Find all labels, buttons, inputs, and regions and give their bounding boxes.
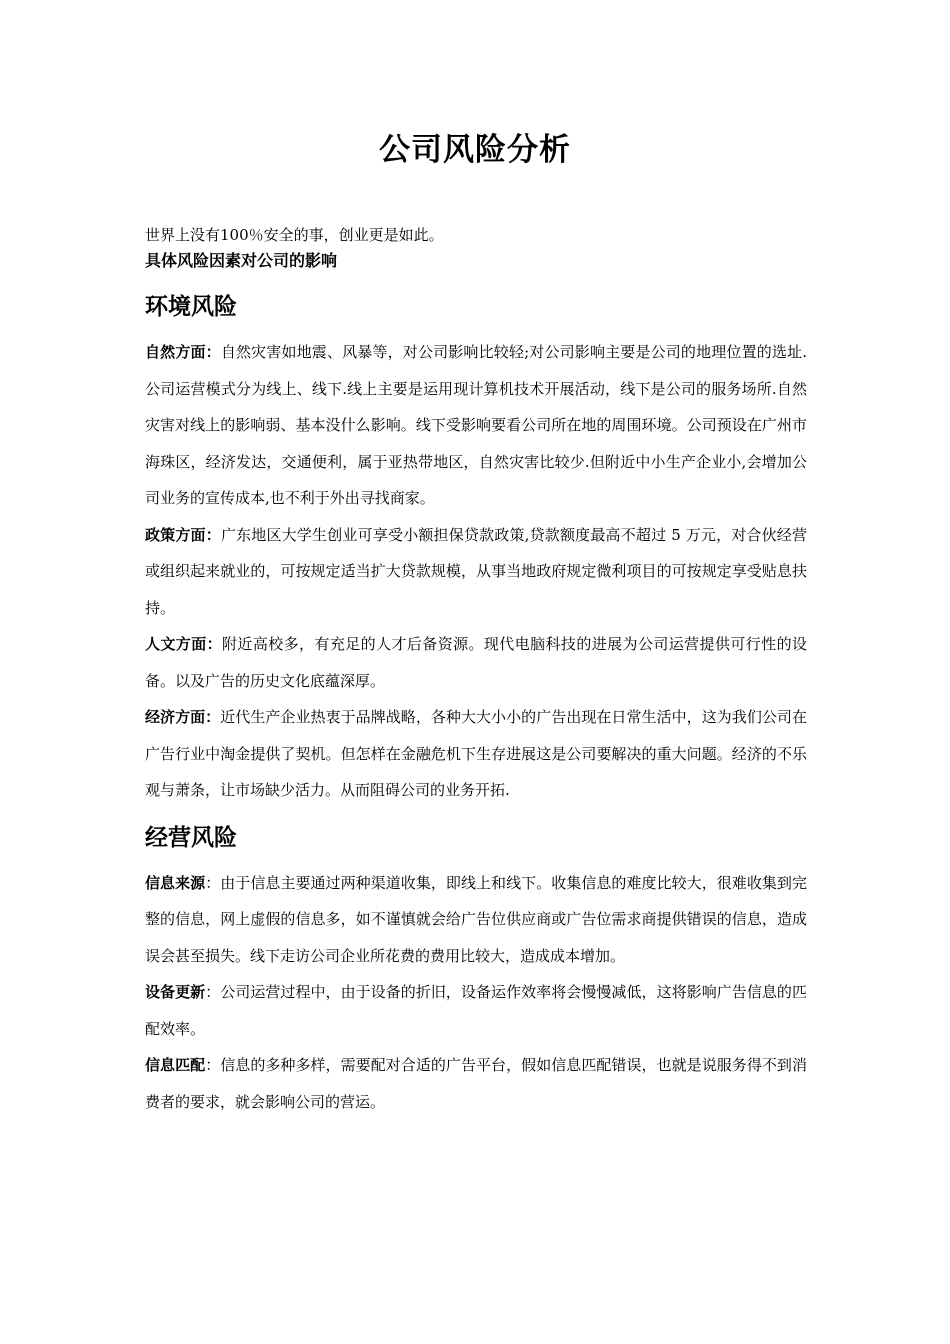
paragraph-info-matching (145, 1047, 807, 1120)
paragraph-text: 近代生产企业热衷于品牌战略，各种大大小小的广告出现在日常生活中，这为我们公司在广告行业中淘金提供了契机。但怎样在金融危机下生存进展这是公司要解决的重大问题。经济的不乐观与萧条，让市场缺少活力。从而阻碍公司的业务开拓. (145, 708, 807, 799)
paragraph-label: 信息匹配 (145, 1056, 206, 1074)
intro-text: 世界上没有100％安全的事，创业更是如此。 (145, 226, 444, 244)
paragraph-label: 信息来源 (145, 873, 206, 892)
paragraph-label: 人文方面： (145, 635, 223, 653)
paragraph-label: 政策方面： (145, 525, 221, 544)
paragraph-text: 附近高校多，有充足的人才后备资源。现代电脑科技的进展为公司运营提供可行性的设备。以及广告的历史文化底蕴深厚。 (145, 635, 807, 690)
paragraph-text: 广东地区大学生创业可享受小额担保贷款政策,贷款额度最高不超过 5 万元，对合伙经营或组织起来就业的，可按规定适当扩大贷款规模，从事当地政府规定微利项目的可按规定享受贴息扶持。 (145, 525, 807, 617)
section-heading-environment: 环境风险 (145, 294, 237, 320)
paragraph-label: 经济方面： (145, 708, 221, 726)
paragraph-text: 自然灾害如地震、风暴等，对公司影响比较轻;对公司影响主要是公司的地理位置的选址.公司运营模式分为线上、线下.线上主要是运用现计算机技术开展活动，线下是公司的服务场所.自然灾害对线上的影响弱、基本没什么影响。线下受影响要看公司所在地的周围环境。公司预设在广州市海珠区，经济发达，交通便利，属于亚热带地区，自然灾害比较少.但附近中小生产企业小,会增加公司业务的宣传成本,也不利于外出寻找商家。 (145, 343, 807, 507)
section-heading-operations: 经营风险 (145, 824, 237, 851)
paragraph-label: 设备更新 (145, 983, 206, 1001)
subheading: 具体风险因素对公司的影响 (145, 251, 338, 270)
paragraph-info-source (145, 865, 807, 975)
document-title: 公司风险分析 (379, 132, 571, 168)
paragraph-label: 自然方面： (145, 343, 221, 361)
paragraph-equipment (145, 974, 807, 1047)
document-body (145, 222, 807, 1120)
paragraph-text: ：公司运营过程中，由于设备的折旧，设备运作效率将会慢慢减低，这将影响广告信息的匹配效率。 (145, 983, 807, 1038)
paragraph-policy (145, 517, 807, 627)
paragraph-humanities (145, 626, 807, 699)
paragraph-economy (145, 699, 807, 809)
paragraph-natural (145, 334, 807, 517)
paragraph-text: ：信息的多种多样，需要配对合适的广告平台，假如信息匹配错误，也就是说服务得不到消费者的要求，就会影响公司的营运。 (145, 1056, 807, 1111)
paragraph-text: ：由于信息主要通过两种渠道收集，即线上和线下。收集信息的难度比较大，很难收集到完整的信息，网上虚假的信息多，如不谨慎就会给广告位供应商或广告位需求商提供错误的信息，造成误会甚至损失。线下走访公司企业所花费的费用比较大，造成成本增加。 (145, 873, 807, 965)
